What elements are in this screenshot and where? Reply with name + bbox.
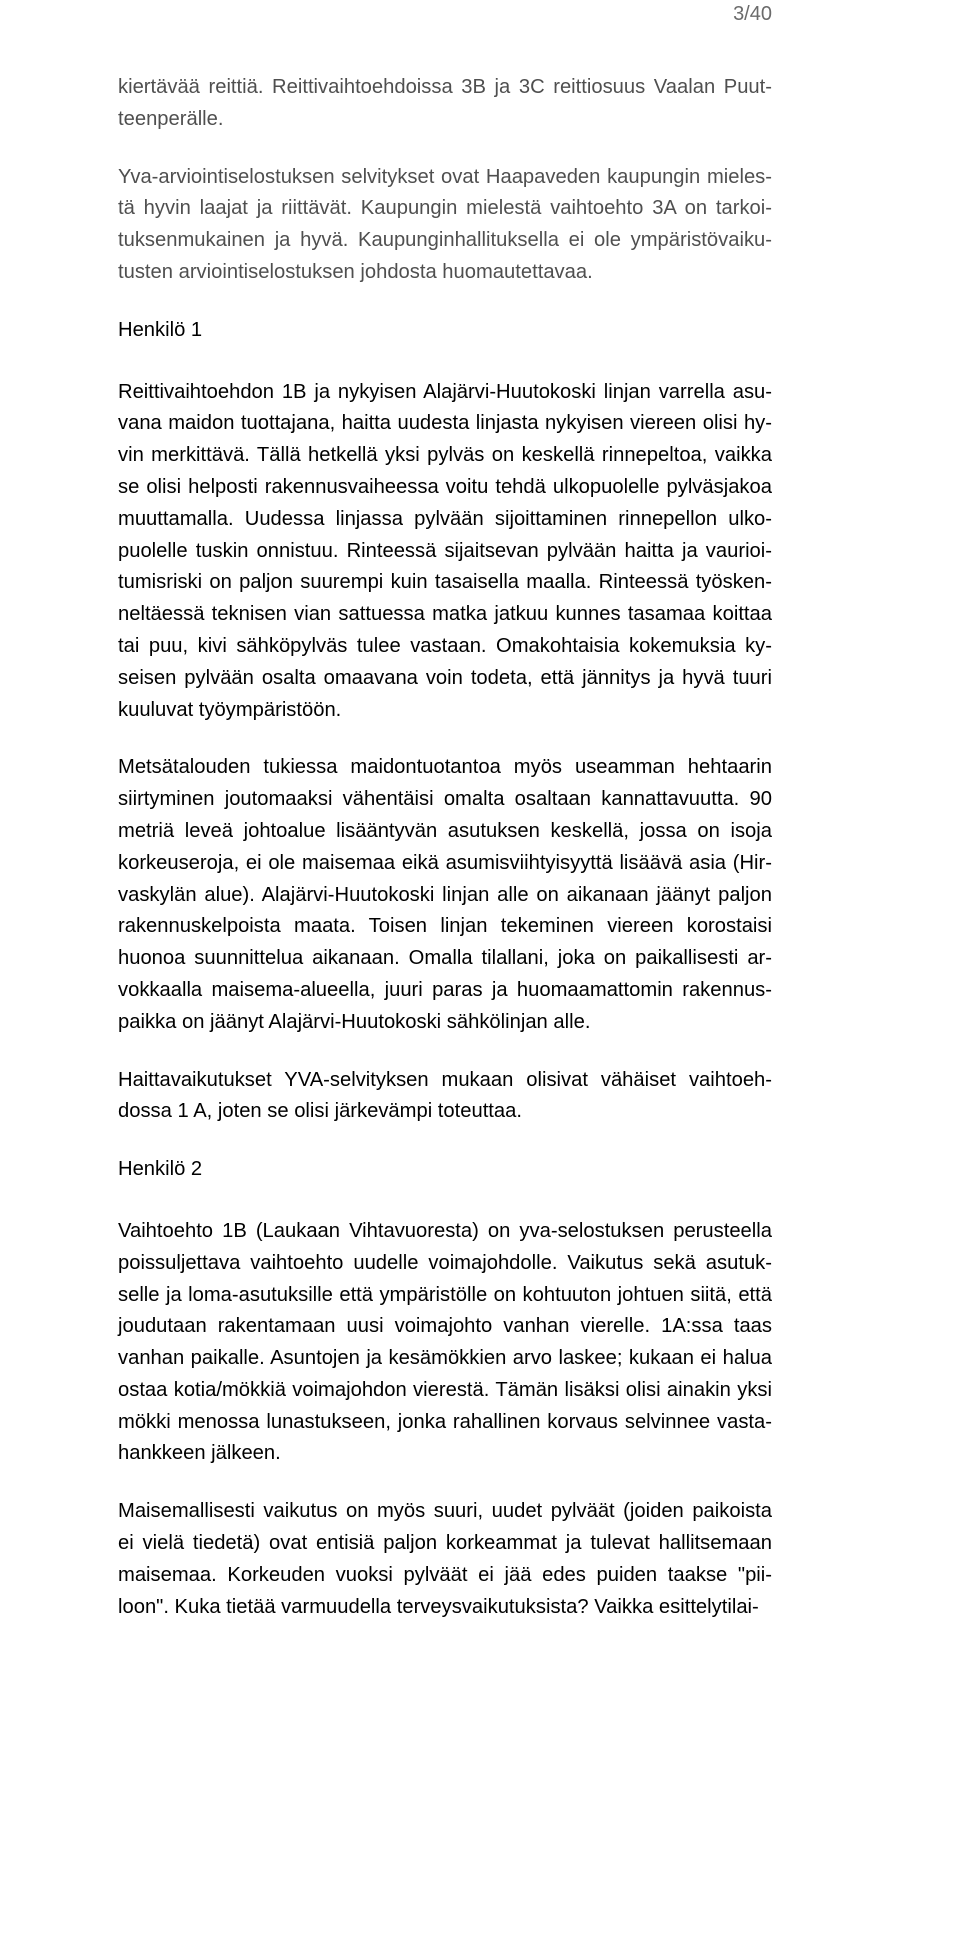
text-line: tuksenmukainen ja hyvä. Kaupunginhallituksella ei ole ympäristövaiku-: [118, 229, 772, 252]
page-number: 3/40: [733, 3, 772, 25]
paragraph: [118, 1065, 772, 1129]
text-line: rakennuskelpoista maata. Toisen linjan tekeminen viereen korostaisi: [118, 915, 772, 938]
text-line: Reittivaihtoehdon 1B ja nykyisen Alajärvi-Huutokoski linjan varrella asu-: [118, 380, 772, 403]
text-line: tä hyvin laajat ja riittävät. Kaupungin mielestä vaihtoehto 3A on tarkoi-: [118, 197, 772, 220]
text-line: hankkeen jälkeen.: [118, 1442, 281, 1465]
section-heading: [118, 1154, 772, 1186]
text-line: ei vielä tiedetä) ovat entisiä paljon korkeammat ja tulevat hallitsemaan: [118, 1532, 772, 1555]
text-line: huonoa suunnittelua aikanaan. Omalla tilallani, joka on paikallisesti ar-: [118, 947, 772, 970]
text-line: maisemaa. Korkeuden vuoksi pylväät ei jää edes puiden taakse "pii-: [118, 1563, 772, 1586]
text-line: vokkaalla maisema-alueella, juuri paras ja huomaamattomin rakennus-: [118, 978, 772, 1001]
text-line: ostaa kotia/mökkiä voimajohdon vierestä. Tämän lisäksi olisi ainakin yksi: [118, 1378, 772, 1401]
paragraph: [118, 377, 772, 727]
document-body: [118, 72, 772, 1649]
text-line: Henkilö 1: [118, 318, 203, 341]
text-line: teenperälle.: [118, 107, 224, 130]
paragraph: [118, 162, 772, 289]
text-line: paikka on jäänyt Alajärvi-Huutokoski sähkölinjan alle.: [118, 1010, 591, 1033]
text-line: korkeuseroja, ei ole maisemaa eikä asumisviihtyisyyttä lisäävä asia (Hir-: [118, 851, 772, 874]
text-line: vana maidon tuottajana, haitta uudesta linjasta nykyisen viereen olisi hy-: [118, 412, 772, 435]
text-line: metriä leveä johtoalue lisääntyvän asutuksen keskellä, jossa on isoja: [118, 819, 772, 842]
paragraph: [118, 752, 772, 1038]
text-line: puolelle tuskin onnistuu. Rinteessä sijaitsevan pylvään haitta ja vaurioi-: [118, 539, 772, 562]
text-line: Henkilö 2: [118, 1158, 203, 1181]
text-line: se olisi helposti rakennusvaiheessa voitu tehdä ulkopuolelle pylväsjakoa: [118, 475, 772, 498]
text-line: kiertävää reittiä. Reittivaihtoehdoissa 3B ja 3C reittiosuus Vaalan Puut-: [118, 76, 772, 98]
text-line: joudutaan rakentamaan uusi voimajohto vanhan vierelle. 1A:ssa taas: [118, 1315, 772, 1338]
text-line: Maisemallisesti vaikutus on myös suuri, uudet pylväät (joiden paikoista: [118, 1500, 772, 1523]
text-line: kuuluvat työympäristöön.: [118, 698, 342, 721]
text-line: vanhan paikalle. Asuntojen ja kesämökkien arvo laskee; kukaan ei halua: [118, 1347, 772, 1370]
text-line: vin merkittävä. Tällä hetkellä yksi pylväs on keskellä rinnepeltoa, vaikka: [118, 444, 772, 467]
text-line: Yva-arviointiselostuksen selvitykset ovat Haapaveden kaupungin mieles-: [118, 165, 772, 188]
text-line: poissuljettava vaihtoehto uudelle voimajohdolle. Vaikutus sekä asutuk-: [118, 1251, 772, 1274]
text-line: muuttamalla. Uudessa linjassa pylvään sijoittaminen rinnepellon ulko-: [118, 507, 772, 530]
text-line: seisen pylvään osalta omaavana voin todeta, että jännitys ja hyvä tuuri: [118, 666, 772, 689]
paragraph: [118, 72, 772, 136]
paragraph: [118, 1496, 772, 1623]
text-line: Vaihtoehto 1B (Laukaan Vihtavuoresta) on yva-selostuksen perusteella: [118, 1219, 772, 1242]
text-line: Haittavaikutukset YVA-selvityksen mukaan olisivat vähäiset vaihtoeh-: [118, 1068, 772, 1091]
text-line: neltäessä teknisen vian sattuessa matka jatkuu kunnes tasamaa koittaa: [118, 603, 772, 626]
text-line: vaskylän alue). Alajärvi-Huutokoski linjan alle on aikanaan jäänyt paljon: [118, 883, 772, 906]
text-line: loon". Kuka tietää varmuudella terveysvaikutuksista? Vaikka esittelytilai-: [118, 1595, 759, 1618]
text-line: mökki menossa lunastukseen, jonka rahallinen korvaus selvinnee vasta-: [118, 1410, 772, 1433]
section-heading: [118, 315, 772, 347]
text-line: Metsätalouden tukiessa maidontuotantoa myös useamman hehtaarin: [118, 756, 772, 779]
paragraph: [118, 1216, 772, 1470]
text-line: tumisriski on paljon suurempi kuin tasaisella maalla. Rinteessä työsken-: [118, 571, 772, 594]
text-line: dossa 1 A, joten se olisi järkevämpi toteuttaa.: [118, 1100, 522, 1123]
text-line: selle ja loma-asutuksille että ympäristölle on kohtuuton johtuen siitä, että: [118, 1283, 772, 1306]
text-line: tusten arviointiselostuksen johdosta huomautettavaa.: [118, 260, 593, 283]
text-line: tai puu, kivi sähköpylväs tulee vastaan. Omakohtaisia kokemuksia ky-: [118, 634, 772, 657]
text-line: siirtyminen joutomaaksi vähentäisi omalta osaltaan kannattavuutta. 90: [118, 788, 772, 811]
